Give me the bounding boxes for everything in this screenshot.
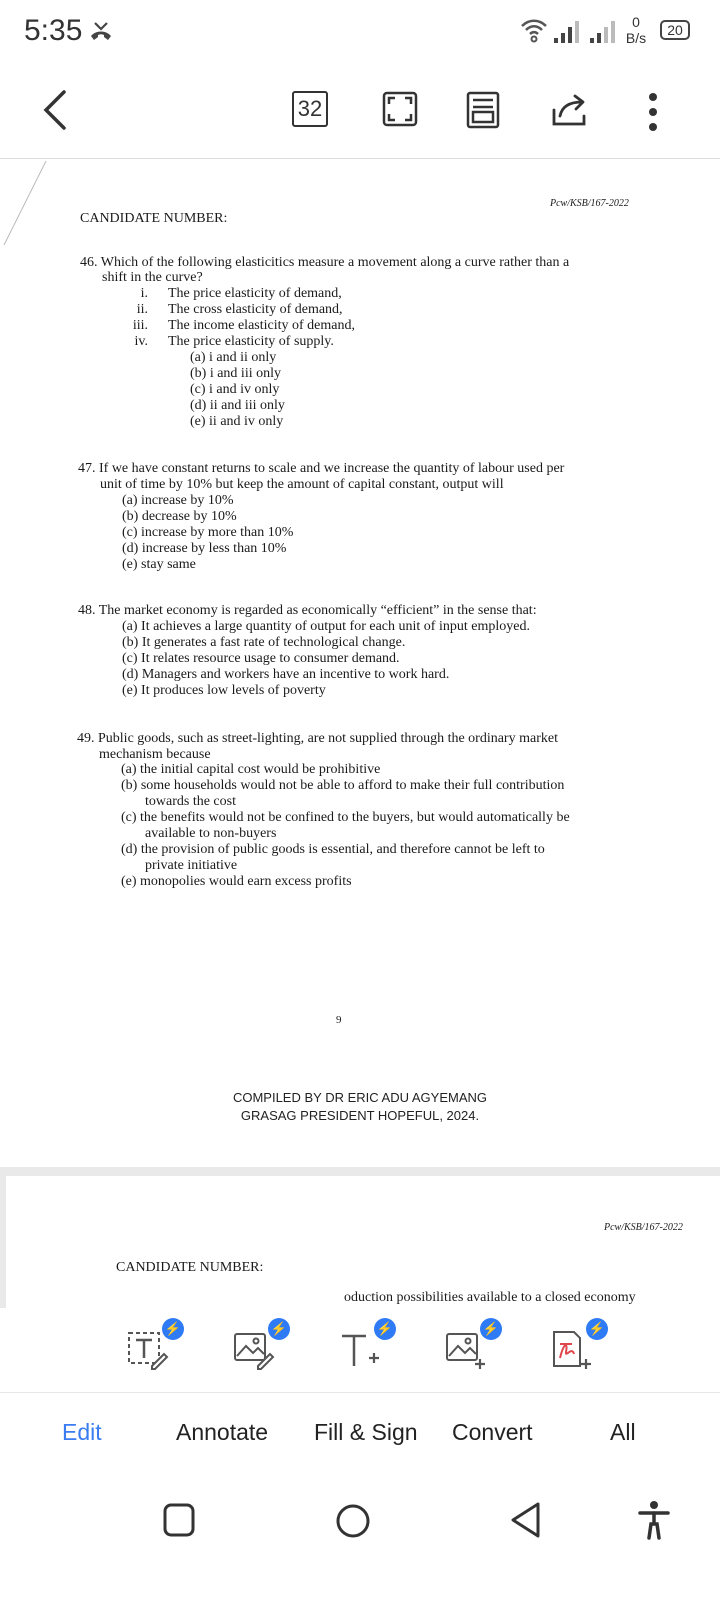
edit-text-tool[interactable] bbox=[126, 1321, 182, 1372]
status-time: 5:35 bbox=[24, 14, 83, 47]
system-navigation-bar bbox=[0, 1480, 720, 1600]
footer-line-2: GRASAG PRESIDENT HOPEFUL, 2024. bbox=[240, 1108, 480, 1123]
question-partial-text: oduction possibilities available to a closed economy bbox=[344, 1290, 636, 1305]
q49-option-cont: towards the cost bbox=[145, 794, 236, 809]
q47-option: (e) stay same bbox=[122, 557, 196, 572]
bolt-icon: ⚡ bbox=[268, 1318, 290, 1340]
wifi-icon bbox=[520, 16, 548, 44]
q46-item-num: iii. bbox=[132, 318, 148, 333]
accessibility-icon[interactable] bbox=[638, 1500, 670, 1540]
q47-option: (b) decrease by 10% bbox=[122, 509, 237, 524]
question-46-line-2: shift in the curve? bbox=[102, 270, 203, 285]
document-reference: Pcw/KSB/167-2022 bbox=[550, 198, 629, 209]
page-count-button[interactable]: 32 bbox=[292, 91, 328, 127]
q46-option: (c) i and iv only bbox=[190, 382, 280, 397]
compiled-by-footer bbox=[160, 1089, 560, 1125]
candidate-number-label: CANDIDATE NUMBER: bbox=[116, 1260, 264, 1275]
q46-item: The cross elasticity of demand, bbox=[168, 302, 343, 317]
q46-option: (d) ii and iii only bbox=[190, 398, 285, 413]
scan-margin-line bbox=[0, 159, 50, 249]
tab-convert[interactable]: Convert bbox=[452, 1419, 533, 1445]
q49-option: (a) the initial capital cost would be prohibitive bbox=[121, 762, 381, 777]
tab-edit[interactable]: Edit bbox=[62, 1419, 102, 1445]
question-49-line-1: 49. Public goods, such as street-lighting, are not supplied through the ordinary market bbox=[77, 731, 558, 746]
candidate-number-label: CANDIDATE NUMBER: bbox=[80, 211, 228, 226]
home-icon[interactable] bbox=[334, 1502, 372, 1540]
add-signature-tool[interactable] bbox=[550, 1321, 606, 1372]
q46-item: The price elasticity of supply. bbox=[168, 334, 334, 349]
q46-item-num: i. bbox=[140, 286, 148, 301]
status-bar bbox=[0, 0, 720, 70]
q46-item-num: iv. bbox=[134, 334, 148, 349]
network-speed-value: 0 bbox=[632, 14, 640, 30]
edit-image-tool[interactable] bbox=[232, 1321, 288, 1372]
fullscreen-icon[interactable] bbox=[382, 91, 418, 127]
edit-tools-bar bbox=[0, 1308, 720, 1393]
q46-item-num: ii. bbox=[136, 302, 148, 317]
more-options-icon[interactable] bbox=[646, 92, 660, 132]
q46-option: (e) ii and iv only bbox=[190, 414, 284, 429]
add-text-tool[interactable] bbox=[338, 1321, 394, 1372]
q46-item: The price elasticity of demand, bbox=[168, 286, 342, 301]
q48-option: (c) It relates resource usage to consumer demand. bbox=[122, 651, 400, 666]
bolt-icon: ⚡ bbox=[162, 1318, 184, 1340]
recent-apps-icon[interactable] bbox=[162, 1502, 196, 1538]
add-image-tool[interactable] bbox=[444, 1321, 500, 1372]
tab-all[interactable]: All bbox=[610, 1419, 636, 1445]
document-reference: Pcw/KSB/167-2022 bbox=[604, 1222, 683, 1233]
tab-annotate[interactable]: Annotate bbox=[176, 1419, 269, 1445]
signal-icon-2 bbox=[588, 20, 618, 44]
back-icon[interactable] bbox=[36, 88, 76, 132]
tab-fill-sign[interactable]: Fill & Sign bbox=[314, 1419, 418, 1445]
share-icon[interactable] bbox=[550, 92, 590, 128]
q47-option: (d) increase by less than 10% bbox=[122, 541, 287, 556]
network-speed-unit: B/s bbox=[625, 30, 647, 46]
q47-option: (a) increase by 10% bbox=[122, 493, 234, 508]
mode-tabs bbox=[0, 1393, 720, 1473]
question-46-line-1: 46. Which of the following elasticitics measure a movement along a curve rather than a bbox=[80, 255, 570, 270]
pdf-page-9 bbox=[0, 158, 720, 1167]
q46-option: (b) i and iii only bbox=[190, 366, 281, 381]
q49-option: (c) the benefits would not be confined to the buyers, but would automatically be bbox=[121, 810, 570, 825]
back-nav-icon[interactable] bbox=[508, 1500, 542, 1540]
bolt-icon: ⚡ bbox=[480, 1318, 502, 1340]
bolt-icon: ⚡ bbox=[374, 1318, 396, 1340]
q48-option: (a) It achieves a large quantity of output for each unit of input employed. bbox=[122, 619, 530, 634]
pdf-page-10 bbox=[6, 1176, 720, 1308]
q48-option: (b) It generates a fast rate of technological change. bbox=[122, 635, 406, 650]
q49-option: (e) monopolies would earn excess profits bbox=[121, 874, 352, 889]
question-47-line-1: 47. If we have constant returns to scale and we increase the quantity of labour used per bbox=[78, 461, 565, 476]
footer-line-1: COMPILED BY DR ERIC ADU AGYEMANG bbox=[232, 1090, 488, 1105]
signal-icon bbox=[552, 20, 582, 44]
network-speed bbox=[620, 14, 652, 46]
q47-option: (c) increase by more than 10% bbox=[122, 525, 294, 540]
q49-option: (d) the provision of public goods is essential, and therefore cannot be left to bbox=[121, 842, 545, 857]
missed-call-icon bbox=[88, 20, 114, 44]
q49-option: (b) some households would not be able to afford to make their full contribution bbox=[121, 778, 565, 793]
q46-item: The income elasticity of demand, bbox=[168, 318, 355, 333]
question-48-line-1: 48. The market economy is regarded as economically “efficient” in the sense that: bbox=[78, 603, 537, 618]
bolt-icon: ⚡ bbox=[586, 1318, 608, 1340]
q49-option-cont: private initiative bbox=[145, 858, 238, 873]
q48-option: (d) Managers and workers have an incentive to work hard. bbox=[122, 667, 450, 682]
document-viewer[interactable] bbox=[0, 158, 720, 1308]
page-number: 9 bbox=[336, 1014, 342, 1026]
q48-option: (e) It produces low levels of poverty bbox=[122, 683, 326, 698]
q49-option-cont: available to non-buyers bbox=[145, 826, 277, 841]
question-49-line-2: mechanism because bbox=[99, 747, 211, 762]
q46-option: (a) i and ii only bbox=[190, 350, 277, 365]
question-47-line-2: unit of time by 10% but keep the amount of capital constant, output will bbox=[100, 477, 504, 492]
reading-mode-icon[interactable] bbox=[466, 91, 500, 129]
battery-indicator: 20 bbox=[660, 20, 690, 40]
